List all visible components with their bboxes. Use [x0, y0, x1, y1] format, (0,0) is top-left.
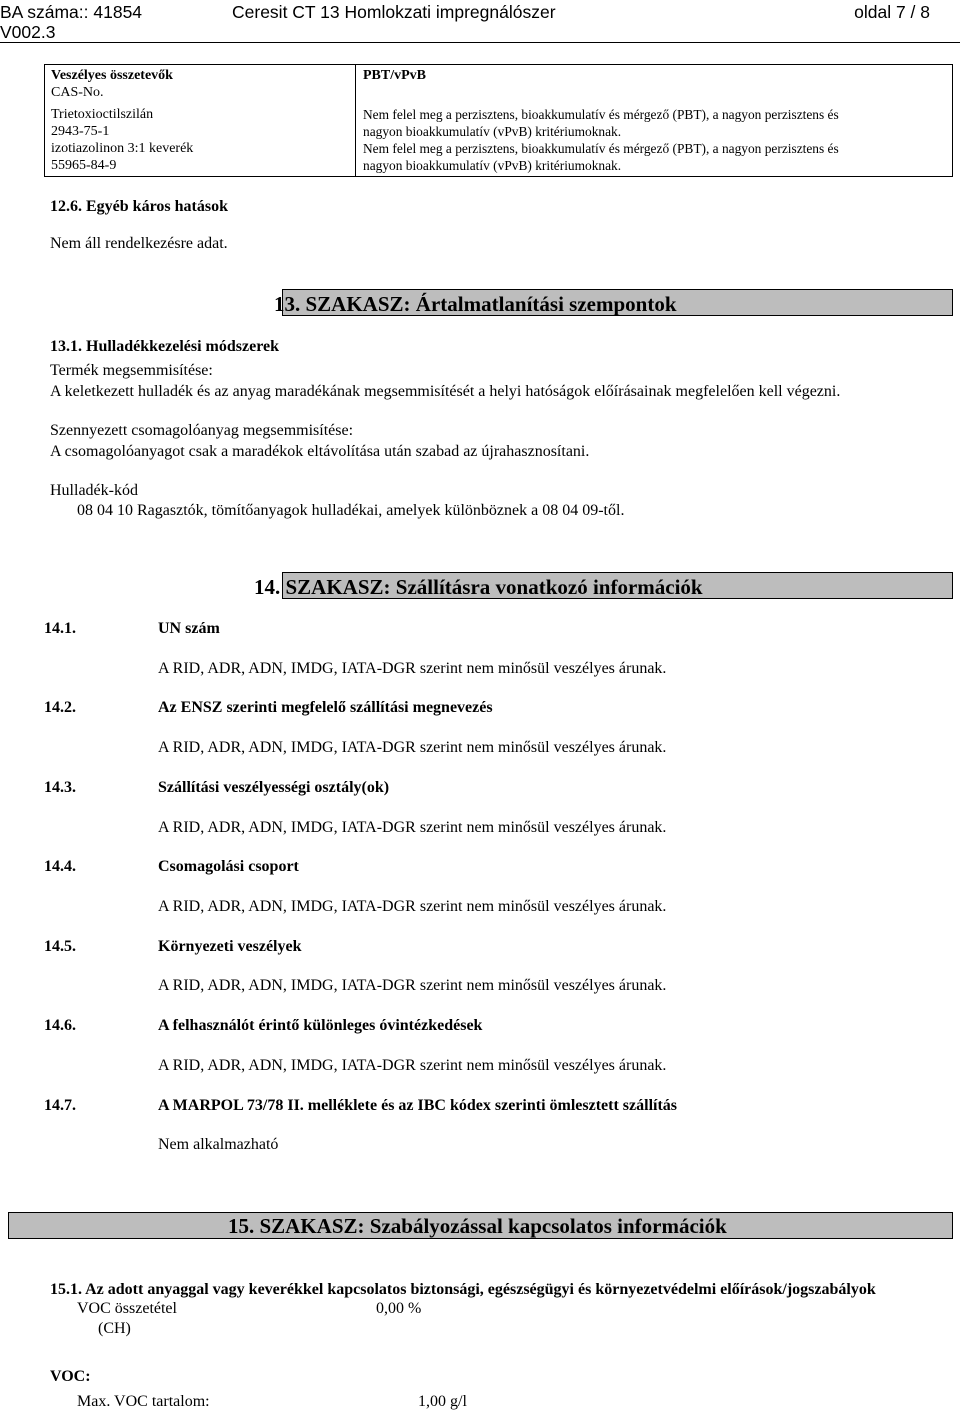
product-name: Ceresit CT 13 Homlokzati impregnálószer: [232, 2, 556, 22]
section-15-1-heading: 15.1. Az adott anyaggal vagy keverékkel kapcsolatos biztonsági, egészségügyi és környezetvédelmi előírások/jogszabályok: [50, 1281, 876, 1298]
ba-number: BA száma:: 41854: [0, 2, 143, 22]
pbt-text-2a: Nem felel meg a perzisztens, bioakkumulatív és mérgező (PBT), a nagyon perzisztens és: [363, 141, 839, 156]
transport-item-num: 14.5.: [44, 938, 76, 955]
voc-composition-label: VOC összetétel: [77, 1300, 177, 1317]
transport-item-label: Csomagolási csoport: [158, 858, 299, 875]
packaging-disposal-text: A csomagolóanyagot csak a maradékok eltávolítása után szabad az újrahasznosítani.: [50, 443, 590, 460]
max-voc-value: 1,00 g/l: [418, 1393, 467, 1410]
transport-item-value: A RID, ADR, ADN, IMDG, IATA-DGR szerint nem minősül veszélyes árunak.: [158, 660, 667, 677]
section-12-6-heading: 12.6. Egyéb káros hatások: [50, 198, 228, 215]
pbt-text-1a: Nem felel meg a perzisztens, bioakkumulatív és mérgező (PBT), a nagyon perzisztens és: [363, 107, 839, 122]
transport-item-value: A RID, ADR, ADN, IMDG, IATA-DGR szerint nem minősül veszélyes árunak.: [158, 898, 667, 915]
product-disposal-text: A keletkezett hulladék és az anyag maradékának megsemmisítését a helyi hatóságok előírásainak megfelelően kell végezni.: [50, 383, 841, 400]
transport-item-num: 14.3.: [44, 779, 76, 796]
component-name-2: izotiazolinon 3:1 keverék: [51, 141, 194, 156]
pbt-text-2b: nagyon bioakkumulatív (vPvB) kritériumoknak.: [363, 158, 622, 173]
transport-item-label: UN szám: [158, 620, 220, 637]
packaging-disposal-label: Szennyezett csomagolóanyag megsemmisítése:: [50, 422, 354, 439]
transport-item-value: Nem alkalmazható: [158, 1136, 279, 1153]
version-label: V002.3: [0, 22, 56, 42]
col2-header: PBT/vPvB: [363, 68, 427, 83]
transport-item-label: Szállítási veszélyességi osztály(ok): [158, 779, 390, 796]
transport-item-num: 14.7.: [44, 1097, 76, 1114]
component-cas-2: 55965-84-9: [51, 158, 117, 173]
transport-item-num: 14.2.: [44, 699, 76, 716]
transport-item-value: A RID, ADR, ADN, IMDG, IATA-DGR szerint nem minősül veszélyes árunak.: [158, 819, 667, 836]
component-name-1: Trietoxioctilszilán: [51, 107, 154, 122]
voc-heading: VOC:: [50, 1368, 91, 1385]
transport-item-label: A MARPOL 73/78 II. melléklete és az IBC kódex szerinti ömlesztett szállítás: [158, 1097, 678, 1114]
transport-item-num: 14.4.: [44, 858, 76, 875]
col1-header: Veszélyes összetevők: [51, 68, 173, 83]
pbt-text-1b: nagyon bioakkumulatív (vPvB) kritériumoknak.: [363, 124, 622, 139]
transport-item-value: A RID, ADR, ADN, IMDG, IATA-DGR szerint nem minősül veszélyes árunak.: [158, 739, 667, 756]
section-13-title: 13. SZAKASZ: Ártalmatlanítási szempontok: [274, 292, 677, 316]
max-voc-label: Max. VOC tartalom:: [77, 1393, 210, 1410]
transport-item-num: 14.1.: [44, 620, 76, 637]
component-cas-1: 2943-75-1: [51, 124, 110, 139]
voc-ch-label: (CH): [98, 1320, 131, 1337]
transport-item-label: A felhasználót érintő különleges óvintézkedések: [158, 1017, 483, 1034]
waste-code-text: 08 04 10 Ragasztók, tömítőanyagok hulladékai, amelyek különböznek a 08 04 09-től.: [77, 502, 625, 519]
transport-item-label: Környezeti veszélyek: [158, 938, 302, 955]
transport-item-value: A RID, ADR, ADN, IMDG, IATA-DGR szerint nem minősül veszélyes árunak.: [158, 1057, 667, 1074]
table-column-divider: [355, 65, 356, 176]
col1-subheader: CAS-No.: [51, 85, 104, 100]
transport-item-value: A RID, ADR, ADN, IMDG, IATA-DGR szerint nem minősül veszélyes árunak.: [158, 977, 667, 994]
section-12-6-text: Nem áll rendelkezésre adat.: [50, 235, 228, 252]
product-disposal-label: Termék megsemmisítése:: [50, 362, 213, 379]
voc-composition-value: 0,00 %: [376, 1300, 422, 1317]
header-divider: [0, 42, 960, 43]
section-15-title: 15. SZAKASZ: Szabályozással kapcsolatos információk: [228, 1214, 727, 1238]
section-13-1-heading: 13.1. Hulladékkezelési módszerek: [50, 338, 280, 355]
page-header: [0, 0, 960, 44]
page-number: oldal 7 / 8: [854, 2, 930, 22]
waste-code-label: Hulladék-kód: [50, 482, 138, 499]
transport-item-num: 14.6.: [44, 1017, 76, 1034]
transport-item-label: Az ENSZ szerinti megfelelő szállítási megnevezés: [158, 699, 493, 716]
section-14-title: 14. SZAKASZ: Szállításra vonatkozó információk: [254, 575, 703, 599]
components-table: [44, 64, 953, 177]
